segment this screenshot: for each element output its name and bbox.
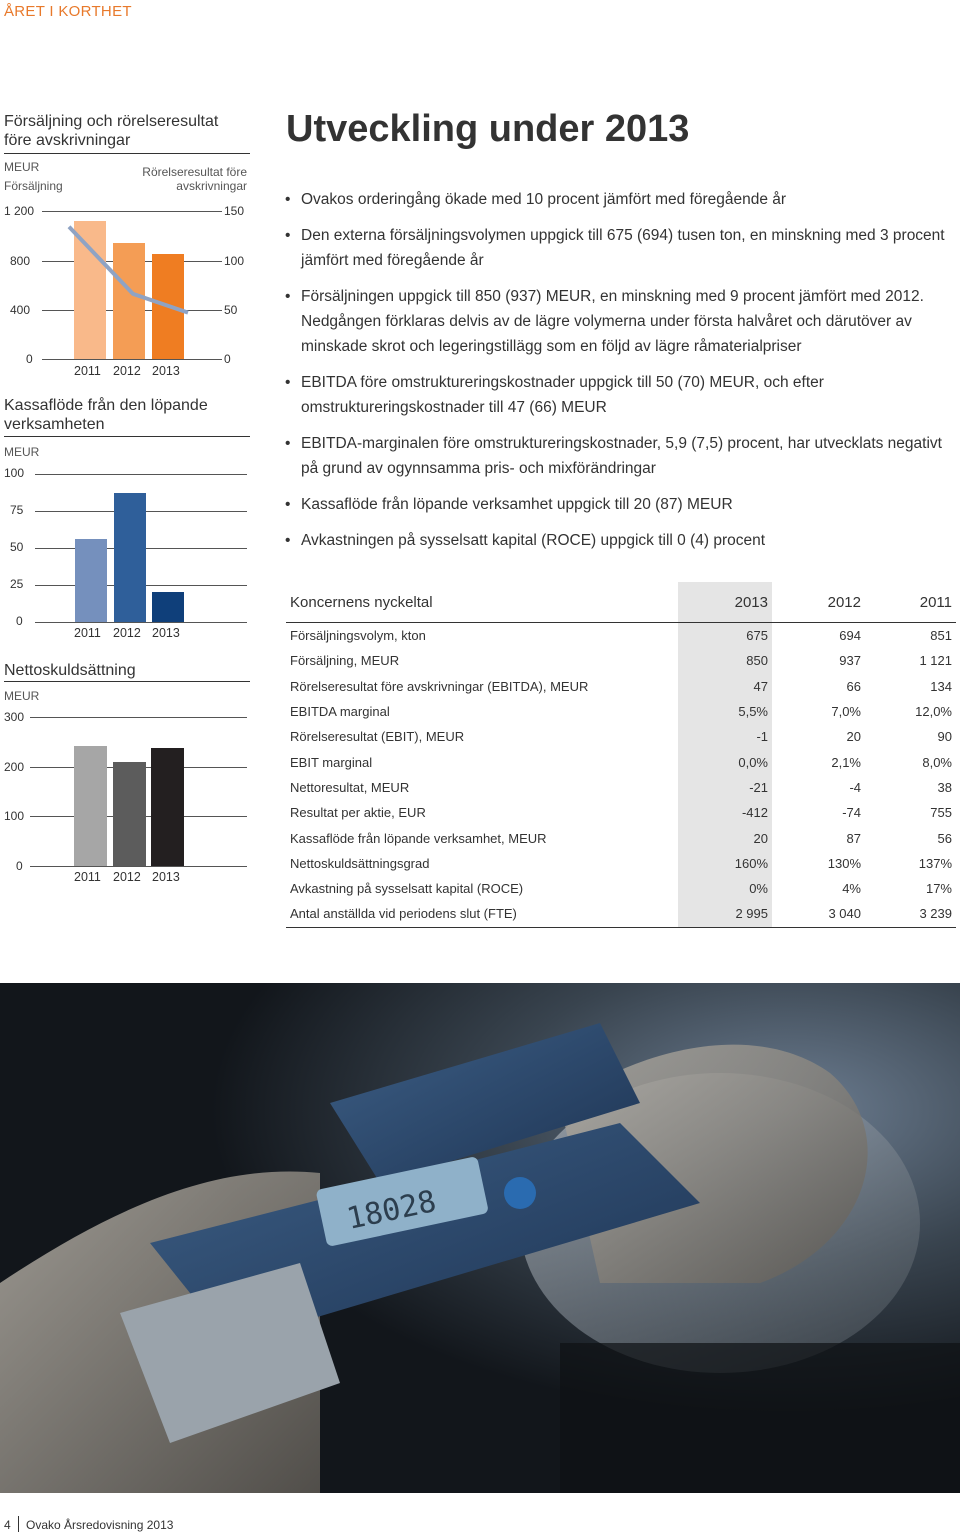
kpi-cell: 937 bbox=[839, 653, 861, 669]
chart2-tick: 100 bbox=[4, 466, 25, 480]
kpi-row-label: Kassaflöde från löpande verksamhet, MEUR bbox=[290, 830, 547, 846]
kpi-year-header: 2012 bbox=[827, 593, 861, 611]
highlight-item: • Kassaflöde från löpande verksamhet uppgick till 20 (87) MEUR bbox=[285, 492, 955, 517]
chart1-right-axis-label: Rörelseresultat före avskrivningar bbox=[142, 165, 247, 193]
chart1-line-series bbox=[69, 227, 188, 313]
kpi-row-label: Försäljning, MEUR bbox=[290, 653, 400, 669]
chart3-title-rule bbox=[4, 681, 250, 682]
kpi-row-label: Resultat per aktie, EUR bbox=[290, 805, 426, 821]
kpi-cell: -412 bbox=[678, 800, 772, 825]
footer-page-number: 4 bbox=[4, 1518, 11, 1532]
chart3-bar-2 bbox=[151, 748, 184, 866]
kpi-cell: 4% bbox=[842, 881, 861, 897]
chart2-tick: 50 bbox=[10, 540, 24, 554]
chart1-year-label: 2012 bbox=[113, 364, 141, 378]
kpi-cell: -4 bbox=[849, 779, 861, 795]
kpi-cell: -21 bbox=[678, 775, 772, 800]
chart1-year-label: 2011 bbox=[74, 364, 101, 378]
kpi-row bbox=[286, 825, 956, 850]
chart2-year-label: 2012 bbox=[113, 626, 141, 640]
kpi-cell: 3 239 bbox=[919, 906, 952, 922]
kpi-row bbox=[286, 674, 956, 699]
kpi-cell: 160% bbox=[678, 851, 772, 876]
chart2-title: Kassaflöde från den löpande verksamheten bbox=[4, 397, 208, 433]
chart1-right-tick: 100 bbox=[224, 254, 245, 268]
kpi-cell: 2 995 bbox=[678, 901, 772, 927]
kpi-row-label: Antal anställda vid periodens slut (FTE) bbox=[290, 906, 517, 922]
kpi-row bbox=[286, 648, 956, 673]
kpi-cell: 7,0% bbox=[831, 704, 861, 720]
kpi-cell: 12,0% bbox=[915, 704, 952, 720]
chart2-grid-0 bbox=[35, 622, 247, 623]
chart2-bar-2 bbox=[152, 592, 184, 622]
kpi-cell: 134 bbox=[930, 678, 952, 694]
highlight-item: • Den externa försäljningsvolymen uppgick till 675 (694) tusen ton, en minskning med 3 procent jämfört med föregående år bbox=[285, 223, 955, 273]
kpi-row bbox=[286, 851, 956, 876]
photo-micrometer bbox=[0, 983, 960, 1493]
kpi-row-label: Rörelseresultat före avskrivningar (EBITDA), MEUR bbox=[290, 678, 589, 694]
kpi-row bbox=[286, 775, 956, 800]
kpi-row-label: EBIT marginal bbox=[290, 754, 373, 770]
chart2-tick: 25 bbox=[10, 577, 24, 591]
kpi-cell: 694 bbox=[839, 628, 861, 644]
chart3-tick: 200 bbox=[4, 760, 25, 774]
page-title: Utveckling under 2013 bbox=[286, 108, 690, 150]
kpi-cell: 20 bbox=[846, 729, 861, 745]
kpi-row bbox=[286, 749, 956, 774]
highlight-item: • Försäljningen uppgick till 850 (937) MEUR, en minskning med 9 procent jämfört med 2012. Nedgången förklaras delvis av de lägre volymerna under första halvåret och därutöver av minskade skrot och legeringstillägg som en följd av lägre råmaterialpriser bbox=[285, 284, 955, 359]
chart1-left-tick: 0 bbox=[26, 352, 33, 366]
chart1-unit: MEUR bbox=[4, 160, 40, 174]
kpi-cell: 137% bbox=[918, 855, 952, 871]
kpi-cell: 8,0% bbox=[922, 754, 952, 770]
kpi-table bbox=[286, 582, 956, 928]
kpi-row bbox=[286, 623, 956, 649]
kpi-cell: 90 bbox=[937, 729, 952, 745]
chart3-grid-0 bbox=[30, 866, 247, 867]
kpi-row bbox=[286, 699, 956, 724]
kpi-cell: 851 bbox=[930, 628, 952, 644]
kpi-cell: 56 bbox=[937, 830, 952, 846]
chart2-tick: 75 bbox=[10, 503, 24, 517]
kpi-row-label: Avkastning på sysselsatt kapital (ROCE) bbox=[290, 881, 524, 897]
chart1-title: Försäljning och rörelseresultat före avskrivningar bbox=[4, 113, 219, 149]
kpi-cell: 66 bbox=[846, 678, 861, 694]
kpi-cell: -74 bbox=[842, 805, 861, 821]
chart3-bar-1 bbox=[113, 762, 146, 866]
kpi-cell: 87 bbox=[846, 830, 861, 846]
chart1-right-tick: 50 bbox=[224, 303, 238, 317]
kpi-cell: 755 bbox=[930, 805, 952, 821]
chart1-left-tick: 400 bbox=[10, 303, 31, 317]
kpi-cell: 850 bbox=[678, 648, 772, 673]
chart3-year-label: 2012 bbox=[113, 870, 141, 884]
kpi-cell: 38 bbox=[937, 779, 952, 795]
kpi-cell: 675 bbox=[678, 623, 772, 649]
chart2-year-label: 2011 bbox=[74, 626, 101, 640]
chart3-grid-300 bbox=[30, 717, 247, 718]
chart3-bar-0 bbox=[74, 746, 107, 866]
chart3-tick: 300 bbox=[4, 710, 25, 724]
chart1-line-ebitda bbox=[0, 0, 260, 380]
chart3-year-label: 2013 bbox=[152, 870, 180, 884]
kpi-row-label: EBITDA marginal bbox=[290, 704, 390, 720]
kpi-row-label: Försäljningsvolym, kton bbox=[290, 628, 426, 644]
chart3-tick: 0 bbox=[16, 859, 23, 873]
highlight-item: • EBITDA-marginalen före omstruktureringskostnader, 5,9 (7,5) procent, har utvecklats negativt på grund av ogynnsamma pris- och mixförändringar bbox=[285, 431, 955, 481]
kpi-row-label: Rörelseresultat (EBIT), MEUR bbox=[290, 729, 465, 745]
chart3-year-label: 2011 bbox=[74, 870, 101, 884]
kpi-year-header: 2011 bbox=[919, 593, 952, 611]
chart3-tick: 100 bbox=[4, 809, 25, 823]
kpi-cell: 20 bbox=[678, 825, 772, 850]
kpi-cell: 5,5% bbox=[678, 699, 772, 724]
kpi-row-label: Nettoresultat, MEUR bbox=[290, 779, 410, 795]
kpi-row-label: Nettoskuldsättningsgrad bbox=[290, 855, 430, 871]
chart2-unit: MEUR bbox=[4, 445, 40, 459]
kpi-cell: 0,0% bbox=[678, 749, 772, 774]
photo-illustration bbox=[0, 983, 960, 1493]
kpi-cell: 130% bbox=[827, 855, 861, 871]
chart1-left-tick: 1 200 bbox=[4, 204, 35, 218]
kpi-cell: -1 bbox=[678, 724, 772, 749]
chart3-title: Nettoskuldsättning bbox=[4, 662, 136, 679]
highlight-item: • Avkastningen på sysselsatt kapital (ROCE) uppgick till 0 (4) procent bbox=[285, 528, 955, 553]
chart2-title-rule bbox=[4, 436, 250, 437]
highlight-item: • Ovakos orderingång ökade med 10 procent jämfört med föregående år bbox=[285, 187, 955, 212]
kpi-cell: 3 040 bbox=[828, 906, 861, 922]
kpi-row bbox=[286, 800, 956, 825]
chart1-year-label: 2013 bbox=[152, 364, 180, 378]
kpi-row bbox=[286, 724, 956, 749]
kpi-cell: 1 121 bbox=[919, 653, 952, 669]
chart3-unit: MEUR bbox=[4, 689, 40, 703]
footer-divider bbox=[18, 1516, 19, 1532]
highlight-item: • EBITDA före omstruktureringskostnader uppgick till 50 (70) MEUR, och efter omstruktureringskostnader till 47 (66) MEUR bbox=[285, 370, 955, 420]
chart1-right-tick: 0 bbox=[224, 352, 231, 366]
kpi-cell: 0% bbox=[678, 876, 772, 901]
highlights-list bbox=[285, 187, 955, 564]
chart2-year-label: 2013 bbox=[152, 626, 180, 640]
kpi-year-header: 2013 bbox=[678, 582, 772, 623]
kpi-cell: 17% bbox=[925, 881, 952, 897]
chart1-right-tick: 150 bbox=[224, 204, 245, 218]
section-label: ÅRET I KORTHET bbox=[4, 3, 132, 20]
chart1-left-tick: 800 bbox=[10, 254, 31, 268]
chart2-bar-0 bbox=[75, 539, 107, 622]
kpi-row bbox=[286, 901, 956, 927]
footer-publication: Ovako Årsredovisning 2013 bbox=[26, 1518, 174, 1532]
chart2-bar-1 bbox=[114, 493, 146, 622]
kpi-cell: 2,1% bbox=[831, 754, 861, 770]
chart2-grid-100 bbox=[35, 474, 247, 475]
caliper-display-text: 18028 bbox=[343, 1183, 440, 1237]
chart2-tick: 0 bbox=[16, 614, 23, 628]
kpi-table-title: Koncernens nyckeltal bbox=[290, 593, 433, 611]
kpi-cell: 47 bbox=[678, 674, 772, 699]
kpi-row bbox=[286, 876, 956, 901]
chart1-left-axis-label: Försäljning bbox=[4, 179, 63, 193]
